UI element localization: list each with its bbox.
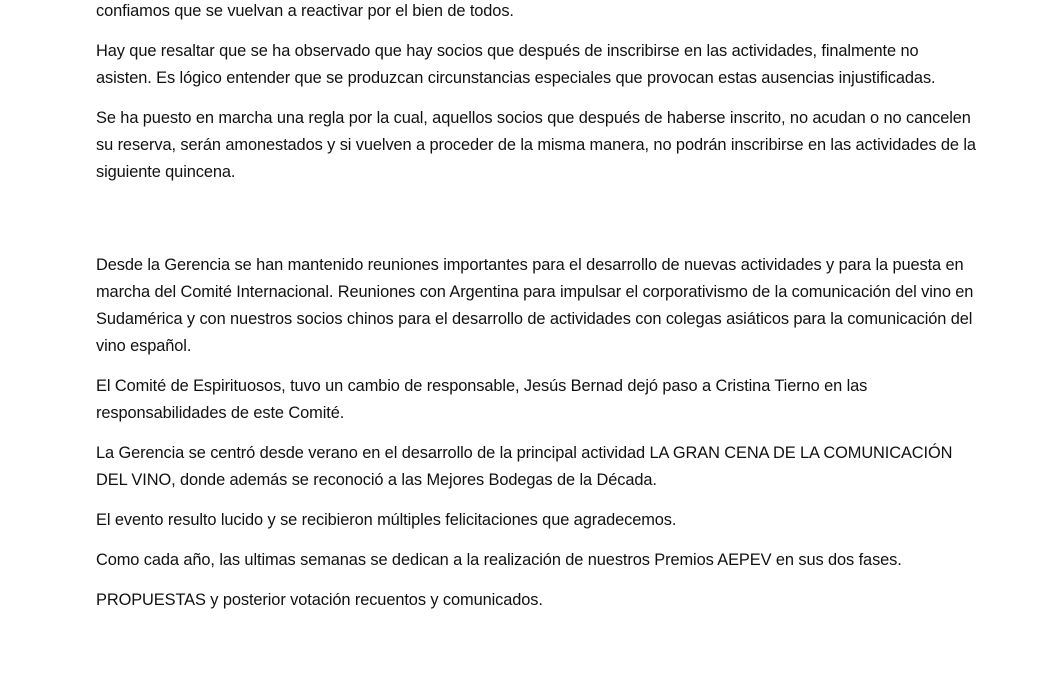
- paragraph-event-result: El evento resulto lucido y se recibieron múltiples felicitaciones que agradecemos.: [96, 511, 677, 529]
- paragraph-gran-cena: La Gerencia se centró desde verano en el desarrollo de la principal actividad LA GRAN CENA DE LA COMUNICACIÓN DEL VINO, donde además se reconoció a las Mejores Bodegas de la Década.: [96, 444, 953, 489]
- paragraph-awards: Como cada año, las ultimas semanas se dedican a la realización de nuestros Premios AEPEV en sus dos fases.: [96, 551, 902, 569]
- paragraph-new-rule: Se ha puesto en marcha una regla por la cual, aquellos socios que después de haberse inscrito, no acudan o no cancelen su reserva, serán amonestados y si vuelven a proceder de la misma manera, no podrán inscribirse en las actividades de la siguiente quincena.: [96, 109, 976, 181]
- section-spacer: [96, 199, 976, 252]
- paragraph-proposals: PROPUESTAS y posterior votación recuentos y comunicados.: [96, 591, 543, 609]
- paragraph-reactivate: confiamos que se vuelvan a reactivar por el bien de todos.: [96, 2, 514, 20]
- document-body: [96, 0, 976, 627]
- paragraph-absences: Hay que resaltar que se ha observado que hay socios que después de inscribirse en las actividades, finalmente no asisten. Es lógico entender que se produzcan circunstancias especiales que provocan estas ausencias injustificadas.: [96, 42, 936, 87]
- paragraph-spirits-committee: El Comité de Espirituosos, tuvo un cambio de responsable, Jesús Bernad dejó paso a Cristina Tierno en las responsabilidades de este Comité.: [96, 377, 868, 422]
- paragraph-management-meetings: Desde la Gerencia se han mantenido reuniones importantes para el desarrollo de nuevas actividades y para la puesta en marcha del Comité Internacional. Reuniones con Argentina para impulsar el corporativismo de la comunicación del vino en Sudamérica y con nuestros socios chinos para el desarrollo de actividades con colegas asiáticos para la comunicación del vino español.: [96, 256, 974, 355]
